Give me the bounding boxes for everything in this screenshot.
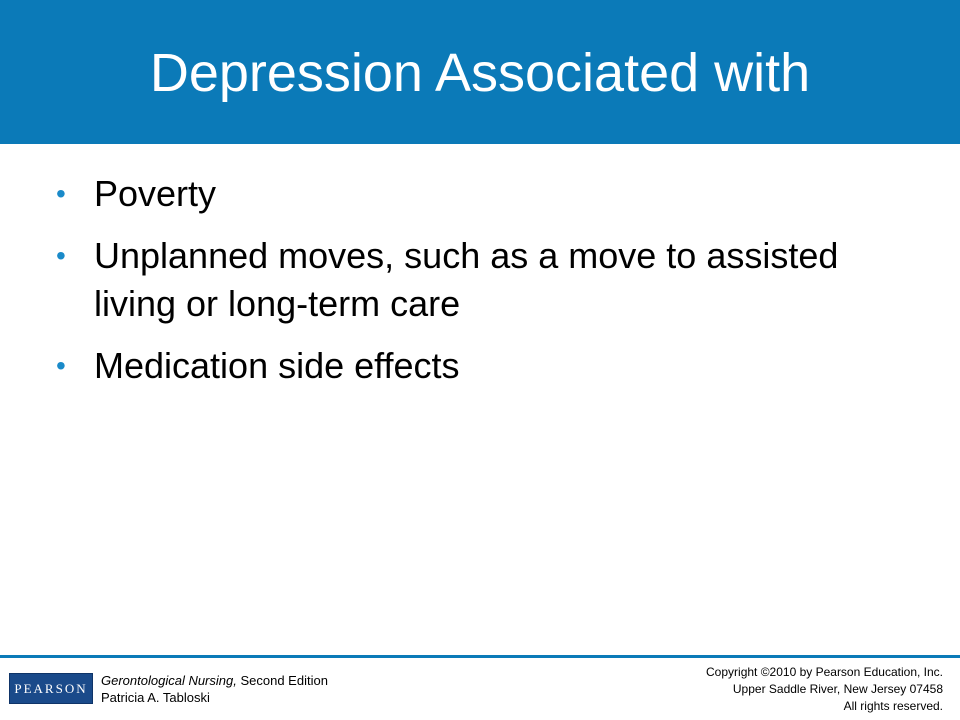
book-author: Patricia A. Tabloski <box>101 690 210 705</box>
bullet-text: Medication side effects <box>94 345 460 386</box>
bullet-dot-icon: • <box>56 178 66 209</box>
bullet-text: Unplanned moves, such as a move to assisted living or long-term care <box>94 235 839 324</box>
bullet-dot-icon: • <box>56 350 66 381</box>
copyright-line: Upper Saddle River, New Jersey 07458 <box>732 682 943 696</box>
copyright-notice <box>706 664 943 715</box>
pearson-logo <box>9 673 93 704</box>
bullet-item <box>56 232 916 328</box>
book-title-line <box>101 672 328 689</box>
book-credit <box>101 672 328 706</box>
book-edition: Second Edition <box>236 673 328 688</box>
book-title: Gerontological Nursing, <box>101 673 237 688</box>
bullet-dot-icon: • <box>56 240 66 271</box>
logo-text: PEARSON <box>14 680 88 696</box>
bullet-list <box>56 170 916 404</box>
bullet-text: Poverty <box>94 173 217 214</box>
footer-divider <box>0 655 960 658</box>
copyright-line: Copyright ©2010 by Pearson Education, Inc. <box>706 665 943 679</box>
title-banner <box>0 0 960 144</box>
bullet-item <box>56 170 916 218</box>
slide-title: Depression Associated with <box>149 43 811 103</box>
bullet-item <box>56 342 916 390</box>
copyright-line: All rights reserved. <box>843 699 943 713</box>
